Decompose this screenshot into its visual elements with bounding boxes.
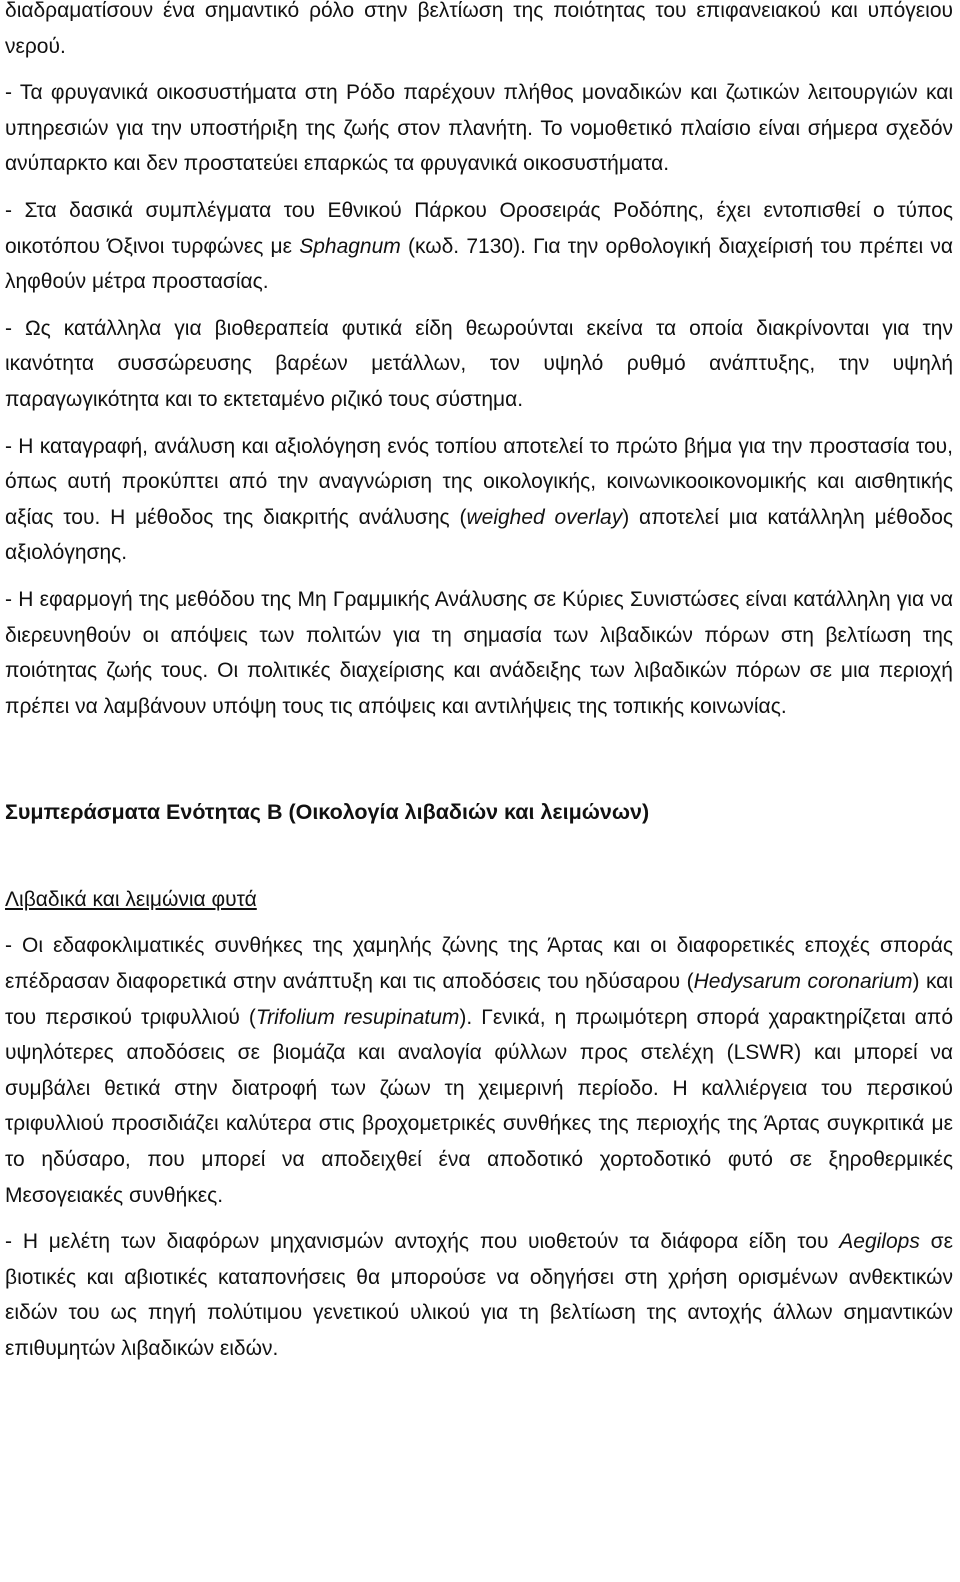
italic-term: Sphagnum bbox=[299, 234, 401, 258]
paragraph-text: ) αποτελεί μια κατάλληλη μέθοδος αξιολόγησης. bbox=[5, 505, 953, 565]
paragraph-text: (κωδ. 7130). Για την ορθολογική διαχείρισή του πρέπει να ληφθούν μέτρα προστασίας. bbox=[5, 234, 954, 294]
paragraph-text: διαδραματίσουν ένα σημαντικό ρόλο στην βελτίωση της ποιότητας του επιφανειακού και υπόγειου νερού. bbox=[5, 0, 953, 58]
paragraph-text: ). Γενικά, η πρωιμότερη σπορά χαρακτηρίζεται από υψηλότερες αποδόσεις σε βιομάζα και αναλογία φύλλων προς στελέχη (LSWR) και μπορεί να συμβάλει θετικά στην διατροφή των ζώων τη χειμερινή περίοδο. Η καλλιέργεια του περσικού τριφυλλιού προσιδιάζει καλύτερα στις βροχομετρικές συνθήκες της περιοχής της Άρτας συγκριτικά με το ηδύσαρο, που μπορεί να αποδειχθεί ένα αποδοτικό χορτοδοτικό φυτό σε ξηροθερμικές Μεσογειακές συνθήκες. bbox=[5, 1005, 954, 1207]
body-paragraph bbox=[5, 75, 953, 182]
body-paragraph bbox=[5, 928, 953, 1213]
body-paragraph bbox=[5, 1224, 953, 1366]
italic-term: Trifolium resupinatum bbox=[255, 1005, 460, 1029]
italic-term: Aegilops bbox=[839, 1230, 920, 1254]
paragraph-text: - Η καταγραφή, ανάλυση και αξιολόγηση ενός τοπίου αποτελεί το πρώτο βήμα για την προστασία του, όπως αυτή προκύπτει από την αναγνώριση της οικολογικής, κοινωνικοοικονομικής και αισθητικής αξίας του. Η μέθοδος της διακριτής ανάλυσης ( bbox=[5, 434, 953, 529]
paragraph-text: - Οι εδαφοκλιματικές συνθήκες της χαμηλής ζώνης της Άρτας και οι διαφορετικές εποχές σποράς επέδρασαν διαφορετικά στην ανάπτυξη και τις αποδόσεις του ηδύσαρου ( bbox=[5, 934, 953, 994]
paragraph-text: - Ως κατάλληλα για βιοθεραπεία φυτικά είδη θεωρούνται εκείνα τα οποία διακρίνονται για την ικανότητα συσσώρευσης βαρέων μετάλλων, τον υψηλό ρυθμό ανάπτυξης, την υψηλή παραγωγικότητα και το εκτεταμένο ριζικό τους σύστημα. bbox=[5, 316, 953, 411]
document-page bbox=[5, 0, 953, 1378]
body-paragraph bbox=[5, 193, 953, 300]
italic-term: Hedysarum coronarium bbox=[693, 970, 913, 994]
paragraph-text: - Η μελέτη των διαφόρων μηχανισμών αντοχής που υιοθετούν τα διάφορα είδη του bbox=[5, 1230, 840, 1254]
body-paragraph bbox=[5, 582, 953, 724]
intro-paragraphs bbox=[5, 0, 953, 724]
body-paragraph bbox=[5, 429, 953, 571]
section-heading: Συμπεράσματα Ενότητας Β (Οικολογία λιβαδιών και λειμώνων) bbox=[5, 800, 650, 825]
subsection-heading: Λιβαδικά και λειμώνια φυτά bbox=[5, 887, 257, 911]
paragraph-text: - Τα φρυγανικά οικοσυστήματα στη Ρόδο παρέχουν πλήθος μοναδικών και ζωτικών λειτουργιών και υπηρεσιών για την υποστήριξη της ζωής στον πλανήτη. Το νομοθετικό πλαίσιο είναι σήμερα σχεδόν ανύπαρκτο και δεν προστατεύει επαρκώς τα φρυγανικά οικοσυστήματα. bbox=[5, 81, 953, 176]
section-paragraphs bbox=[5, 928, 953, 1366]
paragraph-text: σε βιοτικές και αβιοτικές καταπονήσεις θα μπορούσε να οδηγήσει στη χρήση ορισμένων ανθεκτικών ειδών του ως πηγή πολύτιμου γενετικού υλικού για τη βελτίωση της αντοχής άλλων σημαντικών επιθυμητών λιβαδικών ειδών. bbox=[5, 1230, 953, 1360]
paragraph-text: ) και του περσικού τριφυλλιού ( bbox=[5, 970, 953, 1029]
italic-term: weighed overlay bbox=[466, 505, 623, 529]
paragraph-text: - Η εφαρμογή της μεθόδου της Μη Γραμμικής Ανάλυσης σε Κύριες Συνιστώσες είναι κατάλληλη για να διερευνηθούν οι απόψεις των πολιτών για τη σημασία των λιβαδικών πόρων στη βελτίωση της ποιότητας ζωής τους. Οι πολιτικές διαχείρισης και ανάδειξης των λιβαδικών πόρων σε μια περιοχή πρέπει να λαμβάνουν υπόψη τους τις απόψεις και αντιλήψεις της τοπικής κοινωνίας. bbox=[5, 587, 953, 718]
body-paragraph bbox=[5, 311, 953, 418]
body-paragraph bbox=[5, 0, 953, 64]
paragraph-text: - Στα δασικά συμπλέγματα του Εθνικού Πάρκου Οροσειράς Ροδόπης, έχει εντοπισθεί ο τύπος οικοτόπου Όξινοι τυρφώνες με bbox=[5, 198, 953, 258]
